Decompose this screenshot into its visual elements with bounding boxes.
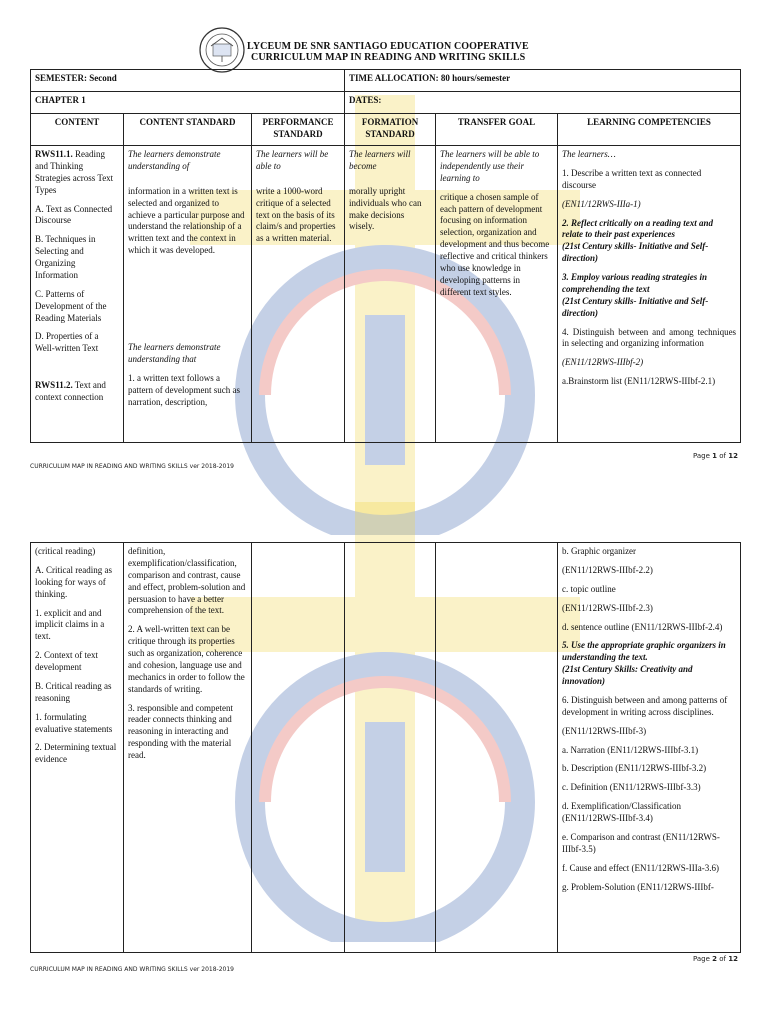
competency-4-code: (EN11/12RWS-IIIbf-2) [562,357,644,368]
content-standard-intro-2: The learners demonstrate understanding that [128,342,221,364]
competency-2: 2. Reflect critically on a reading text and relate to their past experiences [562,217,714,240]
chapter-cell: CHAPTER 1 [31,92,345,114]
content-standard-intro-1: The learners demonstrate understanding of [128,149,221,171]
competency-4c-code: (EN11/12RWS-IIIbf-2.3) [562,602,653,613]
competencies-intro: The learners… [562,149,616,159]
time-allocation-cell: TIME ALLOCATION: 80 hours/semester [345,70,741,92]
competency-6g: g. Problem-Solution (EN11/12RWS-IIIbf- [562,881,714,892]
footer-version-text: CURRICULUM MAP IN READING AND WRITING SKILLS ver 2018-2019 [30,966,234,973]
performance-standard-cell [252,146,345,443]
competency-3-skill: (21st Century skills- Initiative and Self-direction) [562,295,709,318]
competency-6e: e. Comparison and contrast (EN11/12RWS-IIIbf-3.5) [562,831,720,854]
competency-2-skill: (21st Century skills- Initiative and Self-direction) [562,241,709,264]
curriculum-map-title: CURRICULUM MAP IN READING AND WRITING SKILLS [251,52,526,63]
competency-3: 3. Employ various reading strategies in comprehending the text [562,272,708,294]
competency-4b-code: (EN11/12RWS-IIIbf-2.2) [562,564,653,575]
competency-4b: b. Graphic organizer [562,546,637,556]
learning-competencies-cell [558,543,741,953]
dates-cell: DATES: [345,92,741,114]
school-seal-logo-icon [198,26,246,74]
competency-6: 6. Distinguish between and among patterns of development in writing across disciplines. [562,694,728,717]
column-header-learning-competencies: LEARNING COMPETENCIES [558,114,741,146]
school-name: LYCEUM DE SNR SANTIAGO EDUCATION COOPERATIVE [247,41,529,52]
content-line-1: (critical reading) [35,546,96,556]
competency-6f: f. Cause and effect (EN11/12RWS-IIIa-3.6) [562,862,719,873]
competency-6c: c. Definition (EN11/12RWS-IIIbf-3.3) [562,782,701,793]
content-standard-cell [124,543,252,953]
content-line-2: A. Critical reading as looking for ways of thinking. [35,564,112,599]
curriculum-map-table-continued [30,542,741,953]
transfer-goal-intro: The learners will be able to independently use their learning to [440,149,540,183]
transfer-goal-cell [436,543,558,953]
content-cell [31,543,124,953]
competency-4d: d. sentence outline (EN11/12RWS-IIIbf-2.4) [562,621,723,632]
transfer-goal-cell [436,146,558,443]
competency-5: 5. Use the appropriate graphic organizers in understanding the text. [562,640,726,663]
performance-standard-intro: The learners will be able to [256,149,329,171]
rws111-code: RWS11.1. [35,149,73,159]
page-number: Page 1 of 12 [692,452,738,460]
document-header [0,22,768,72]
content-item-a: A. Text as Connected Discourse [35,203,113,226]
competency-6d: d. Exemplification/Classification (EN11/12RWS-IIIbf-3.4) [562,801,681,823]
content-standard-body-1: information in a written text is selected and organized to achieve a particular purpose and understand the relationship of a written text and the context in which it was developed. [128,185,245,256]
transfer-goal-body: critique a chosen sample of each pattern of development focusing on information selection, organization and development and thus become reflective and critical thinkers who use knowledge in developing patterns in different text styles. [440,191,550,297]
column-header-formation-standard: FORMATION STANDARD [345,114,436,146]
competency-1-code: (EN11/12RWS-IIIa-1) [562,198,641,209]
competency-4c: c. topic outline [562,583,616,594]
competency-1: 1. Describe a written text as connected discourse [562,167,702,190]
column-header-content: CONTENT [31,114,124,146]
performance-standard-body: write a 1000-word critique of a selected text on the basis of its claim/s and properties as a written material. [256,185,336,244]
page-2 [0,482,768,1024]
learning-competencies-cell [558,146,741,443]
formation-standard-cell [345,543,436,953]
competency-6b: b. Description (EN11/12RWS-IIIbf-3.2) [562,763,707,774]
column-header-performance-standard: PERFORMANCE STANDARD [252,114,345,146]
competency-5-skill: (21st Century Skills: Creativity and innovation) [562,664,693,686]
content-standard-cell [124,146,252,443]
content-standard-body-2: 1. a written text follows a pattern of development such as narration, description, [128,372,240,407]
column-header-content-standard: CONTENT STANDARD [124,114,252,146]
content-standard-p2: 2. A well-written text can be critique through its properties such as organization, coherence and cohesion, language use and mechanics in order to follow the standards of writing. [128,624,245,694]
content-item-d: D. Properties of a Well-written Text [35,331,99,354]
content-line-5: B. Critical reading as reasoning [35,680,112,703]
competency-4a: a.Brainstorm list (EN11/12RWS-IIIbf-2.1) [562,376,716,387]
semester-cell: SEMESTER: Second [31,70,345,92]
formation-standard-intro: The learners will become [349,149,411,171]
curriculum-map-table [30,69,741,443]
performance-standard-cell [252,543,345,953]
content-standard-p1: definition, exemplification/classification, comparison and contrast, cause and effect, problem-solution and persuasion to have a better comprehension of the text. [128,546,246,616]
content-standard-p3: 3. responsible and competent reader connects thinking and reasoning in interacting and responding with the material read. [128,702,233,760]
content-line-6: 1. formulating evaluative statements [35,711,113,734]
page-number: Page 2 of 12 [692,955,738,963]
content-cell [31,146,124,443]
rws111-text: Reading and Thinking Strategies across Text Types [35,149,114,195]
competency-6-code: (EN11/12RWS-IIIbf-3) [562,725,647,736]
content-line-3: 1. explicit and and implicit claims in a text. [35,607,105,642]
content-line-7: 2. Determining textual evidence [35,742,117,765]
competency-4: 4. Distinguish between and among techniques in selecting and organizing information [562,326,737,349]
formation-standard-body: morally upright individuals who can make decisions wisely. [349,185,422,232]
rws112-code: RWS11.2. [35,380,73,391]
rws112-text: Text and context connection [35,380,106,402]
column-header-transfer-goal: TRANSFER GOAL [436,114,558,146]
content-item-b: B. Techniques in Selecting and Organizing Information [35,234,96,280]
competency-6a: a. Narration (EN11/12RWS-IIIbf-3.1) [562,744,699,755]
content-line-4: 2. Context of text development [35,650,98,672]
content-item-c: C. Patterns of Development of the Reading Materials [35,288,107,323]
page-1 [0,0,768,482]
footer-version-text: CURRICULUM MAP IN READING AND WRITING SKILLS ver 2018-2019 [30,463,234,470]
formation-standard-cell [345,146,436,443]
